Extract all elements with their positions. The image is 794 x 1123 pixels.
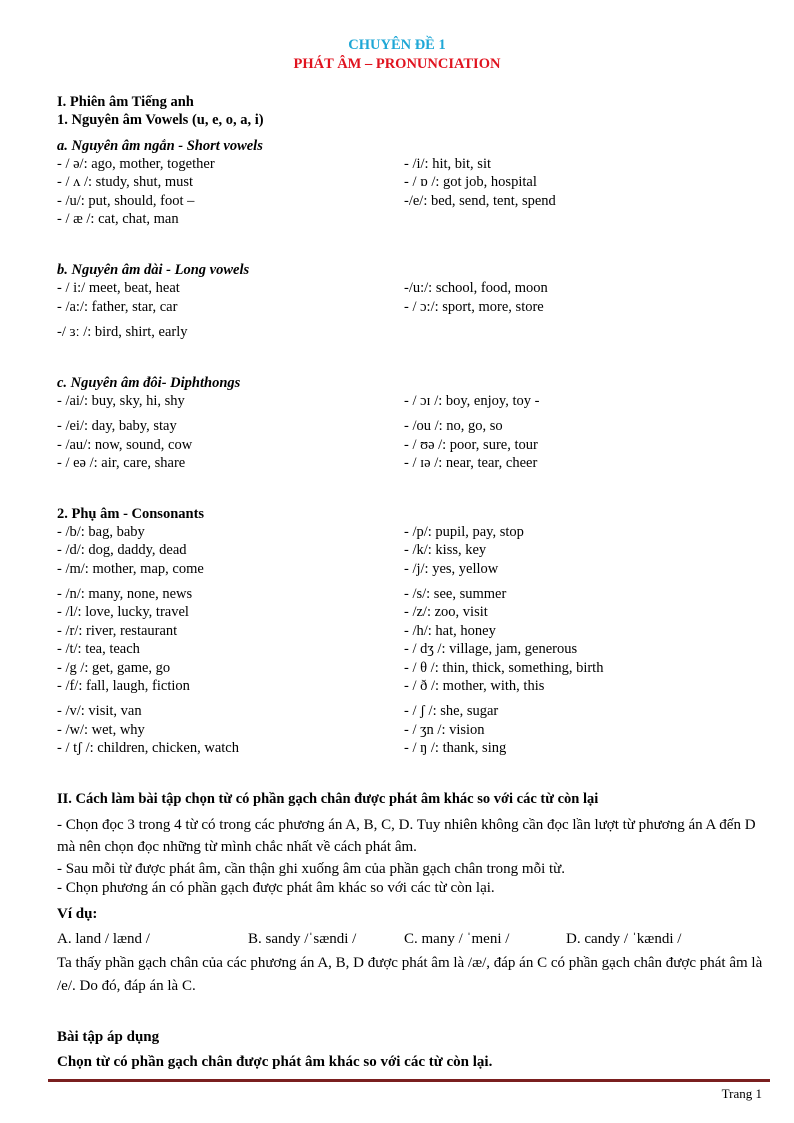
consonant-item: - / ʒn /: vision (404, 722, 485, 738)
short-vowels-heading: a. Nguyên âm ngắn - Short vowels (57, 138, 263, 154)
short-vowel-item: - / ʌ /: study, shut, must (57, 174, 194, 190)
consonant-item: - / dʒ /: village, jam, generous (404, 641, 578, 657)
consonant-item: - / tʃ /: children, chicken, watch (57, 740, 239, 756)
vowels-heading: 1. Nguyên âm Vowels (u, e, o, a, i) (57, 112, 264, 128)
diphthong-item: - /au/: now, sound, cow (57, 437, 193, 453)
page-title: PHÁT ÂM – PRONUNCIATION (293, 56, 501, 72)
long-vowel-item: -/u:/: school, food, moon (404, 280, 548, 296)
footer-divider (48, 1079, 770, 1082)
short-vowel-item: - /u/: put, should, foot – (57, 193, 195, 209)
long-vowel-item: -/ ɜː /: bird, shirt, early (57, 324, 188, 340)
long-vowel-item: - /a:/: father, star, car (57, 299, 178, 315)
section1-heading: I. Phiên âm Tiếng anh (57, 94, 194, 110)
instruction-paragraph: - Sau mỗi từ được phát âm, cần thận ghi xuống âm của phần gạch chân trong mỗi từ. (57, 861, 566, 877)
diphthong-item: - / ʊə /: poor, sure, tour (404, 437, 538, 453)
instruction-paragraph: - Chọn đọc 3 trong 4 từ có trong các phương án A, B, C, D. Tuy nhiên không cần đọc lần lượt từ phương án A đến D mà nên chọn đọc những từ mình chắc nhất về cách phát âm. (57, 817, 756, 855)
diphthong-item: - /ei/: day, baby, stay (57, 418, 177, 434)
exercise-instruction: Chọn từ có phần gạch chân được phát âm khác so với các từ còn lại. (57, 1054, 493, 1070)
diphthong-item: - / ɔɪ /: boy, enjoy, toy - (404, 393, 540, 409)
consonant-item: - /m/: mother, map, come (57, 561, 204, 577)
consonant-item: - /g /: get, game, go (57, 660, 171, 676)
consonant-item: - / θ /: thin, thick, something, birth (404, 660, 604, 676)
consonant-item: - /h/: hat, honey (404, 623, 496, 639)
short-vowel-item: - /i/: hit, bit, sit (404, 156, 492, 172)
consonant-item: - /p/: pupil, pay, stop (404, 524, 524, 540)
long-vowel-item: - / i:/ meet, beat, heat (57, 280, 180, 296)
consonant-item: - /n/: many, none, news (57, 586, 193, 602)
diphthongs-heading: c. Nguyên âm đôi- Diphthongs (57, 375, 241, 391)
consonant-item: - / ŋ /: thank, sing (404, 740, 507, 756)
example-option-c: C. many / ˈmeni / (404, 931, 510, 947)
diphthong-item: - / ɪə /: near, tear, cheer (404, 455, 538, 471)
example-option-a: A. land / lænd / (57, 931, 150, 947)
page-number: Trang 1 (721, 1086, 762, 1101)
long-vowel-item: - / ɔ:/: sport, more, store (404, 299, 544, 315)
long-vowels-heading: b. Nguyên âm dài - Long vowels (57, 262, 250, 278)
consonant-item: - / ð /: mother, with, this (404, 678, 545, 694)
example-option-d: D. candy / ˈkændi / (566, 931, 682, 947)
diphthong-item: - /ai/: buy, sky, hi, shy (57, 393, 185, 409)
topic-title: CHUYÊN ĐỀ 1 (348, 37, 446, 53)
consonant-item: - /j/: yes, yellow (404, 561, 499, 577)
consonant-item: - /t/: tea, teach (57, 641, 140, 657)
example-explanation: Ta thấy phần gạch chân của các phương án A, B, D được phát âm là /æ/, đáp án C có phần gạch chân được phát âm là /e/. Do đó, đáp án là C. (57, 955, 763, 994)
section2-heading: II. Cách làm bài tập chọn từ có phần gạch chân được phát âm khác so với các từ còn lại (57, 791, 599, 807)
consonant-item: - /d/: dog, daddy, dead (57, 542, 187, 558)
diphthong-item: - /ou /: no, go, so (404, 418, 503, 434)
consonant-item: - /k/: kiss, key (404, 542, 487, 558)
consonant-item: - /f/: fall, laugh, fiction (57, 678, 190, 694)
short-vowel-item: -/e/: bed, send, tent, spend (404, 193, 556, 209)
consonant-item: - /v/: visit, van (57, 703, 142, 719)
short-vowel-item: - / æ /: cat, chat, man (57, 211, 179, 227)
short-vowel-item: - / ɒ /: got job, hospital (404, 174, 537, 190)
consonant-item: - / ʃ /: she, sugar (404, 703, 499, 719)
example-label: Ví dụ: (57, 906, 98, 922)
consonant-item: - /w/: wet, why (57, 722, 145, 738)
consonant-item: - /r/: river, restaurant (57, 623, 178, 639)
instruction-paragraph: - Chọn phương án có phần gạch được phát âm khác so với các từ còn lại. (57, 880, 495, 896)
consonant-item: - /l/: love, lucky, travel (57, 604, 189, 620)
exercise-heading: Bài tập áp dụng (57, 1029, 160, 1045)
consonants-heading: 2. Phụ âm - Consonants (57, 506, 205, 522)
diphthong-item: - / eə /: air, care, share (57, 455, 186, 471)
consonant-item: - /b/: bag, baby (57, 524, 145, 540)
consonant-item: - /s/: see, summer (404, 586, 507, 602)
example-option-b: B. sandy /ˈsændi / (248, 931, 357, 947)
short-vowel-item: - / ə/: ago, mother, together (57, 156, 215, 172)
consonant-item: - /z/: zoo, visit (404, 604, 488, 620)
